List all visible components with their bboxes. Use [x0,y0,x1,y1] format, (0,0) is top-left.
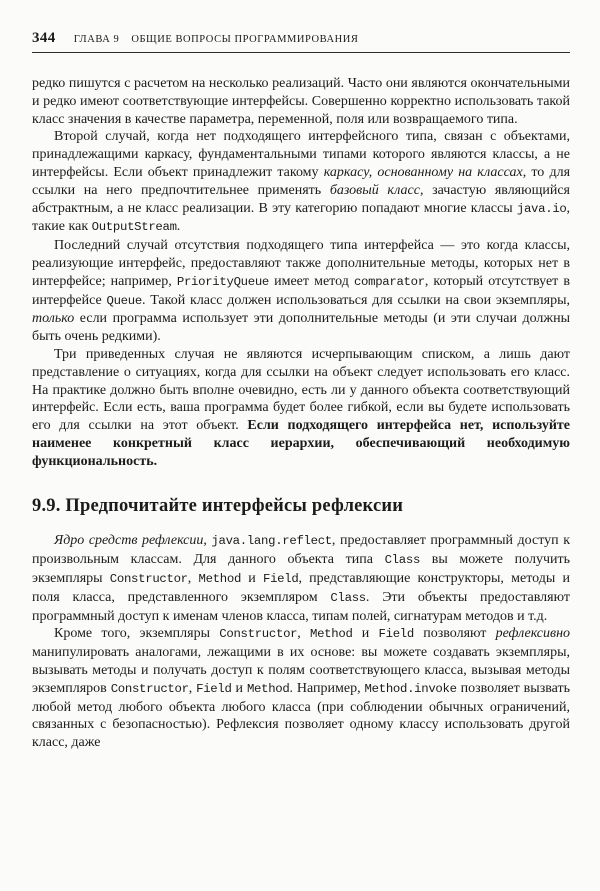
text-run: базовый класс [329,182,420,198]
text-run: и [231,680,247,696]
text-run: если программа использует эти дополнительные методы (и эти случаи должны быть очень редкими). [32,311,570,345]
text-run: и [352,626,379,642]
text-run: Последний случай отсутствия подходящего типа интерфейса — это когда классы, реализующие интерфейс, предоставляют также дополнительные методы, которых нет в интерфейсе; например, [32,238,570,289]
text-run: Field [196,681,232,696]
text-run: , [203,533,212,549]
text-run: Method [246,681,290,696]
text-run: Constructor [110,681,189,696]
text-run: , представляющие конструкторы, методы и поля класса, представленного экземпляром [32,570,570,605]
text-run: Method.invoke [364,681,457,696]
text-run: вы можете получить экземпляры [32,552,570,586]
text-run: , [187,570,199,586]
chapter-label [74,34,359,45]
text-run: . [176,219,181,235]
text-run: . Эти объекты предоставляют программный доступ к именам членов класса, типам полей, сигнатурам методов и т.д. [32,589,570,624]
chapter-title: ОБЩИЕ ВОПРОСЫ ПРОГРАММИРОВАНИЯ [131,34,359,45]
paragraph-3 [32,237,570,346]
text-run: PriorityQueue [176,274,270,289]
text-run: и [241,570,263,586]
text-run: Если подходящего интерфейса нет, используйте наименее конкретный класс иерархии, обеспечивающий необходимую функциональность. [32,418,570,469]
text-run: Ядро средств рефлексии [54,533,204,549]
text-run: , [188,680,197,696]
text-run: Три приведенных случая не являются исчерпывающим списком, а лишь дают представление о ситуациях, когда для ссылки на объект следует использовать его класс. На практике должно быть вполне очевидно, есть ли у данного объекта соответствующий интерфейс. Если есть, ваша программа будет более гибкой, если вы будете использовать его для ссылки на этот объект. [32,346,570,434]
text-run: каркасу, основанному на классах [323,164,523,180]
running-head [32,30,570,53]
text-run: , предоставляет программный доступ к произвольным классам. Для данного объекта типа [32,533,571,568]
text-run: , то для ссылки на него предпочтительнее применять [32,164,571,198]
text-run: только [32,311,75,327]
text-run: Field [263,571,299,586]
page-body [32,75,570,752]
chapter-number: ГЛАВА 9 [73,34,120,45]
text-run: Method [310,627,353,642]
text-run: java.lang.reflect [211,534,332,549]
text-run: позволяет вызвать любой метод любого объекта любого класса (при соблюдении обычных ограничений, связанных с безопасностью). Рефлексия позволяет одному классу использовать другой класс, даже [32,680,571,751]
text-run: comparator [353,274,425,289]
paragraph-4 [32,346,570,471]
text-run: , зачастую являющийся абстрактным, а не класс реализации. В эту категорию попадают многие классы [32,182,570,216]
text-run: . Например, [289,680,365,696]
text-run: , [297,626,310,642]
text-run: Class [384,553,421,568]
text-run: имеет метод [269,273,354,289]
text-run: java.io [516,201,567,216]
text-run: , который отсутствует в интерфейсе [32,273,570,308]
text-run: Constructor [109,571,188,586]
paragraph-6 [32,625,570,752]
text-run: Class [330,590,366,605]
text-run: рефлексивно [495,626,571,642]
text-run: . Такой класс должен использоваться для ссылки на свои экземпляры, [141,292,570,308]
text-run: Кроме того, экземпляры [54,626,220,642]
paragraph-2 [32,128,570,237]
text-run: Constructor [219,627,298,642]
text-run: , такие как [32,200,570,235]
text-run: Method [198,571,242,586]
text-run: Field [378,627,414,642]
text-run: Queue [106,293,142,308]
paragraph-5 [32,532,570,625]
section-heading: 9.9. Предпочитайте интерфейсы рефлексии [32,495,404,516]
paragraph-1 [32,75,570,128]
text-run: OutputStream [91,220,177,235]
text-run: манипулировать аналогами, лежащими в их основе: вы можете создавать экземпляры, вызывать методы и получать доступ к полям соответствующего класса, вызывая методы экземпляров [32,645,570,696]
text-run: Второй случай, когда нет подходящего интерфейсного типа, связан с объектами, принадлежащими каркасу, фундаментальными типами которого являются классы, а не интерфейсы. Если объект принадлежит такому [32,129,570,180]
text-run: редко пишутся с расчетом на несколько реализаций. Часто они являются окончательными и редко имеют соответствующие интерфейсы. Совершенно корректно использовать такой класс значения в качестве параметра, переменной, поля или возвращаемого типа. [32,76,570,127]
text-run: позволяют [413,626,496,642]
page-number: 344 [32,30,56,46]
